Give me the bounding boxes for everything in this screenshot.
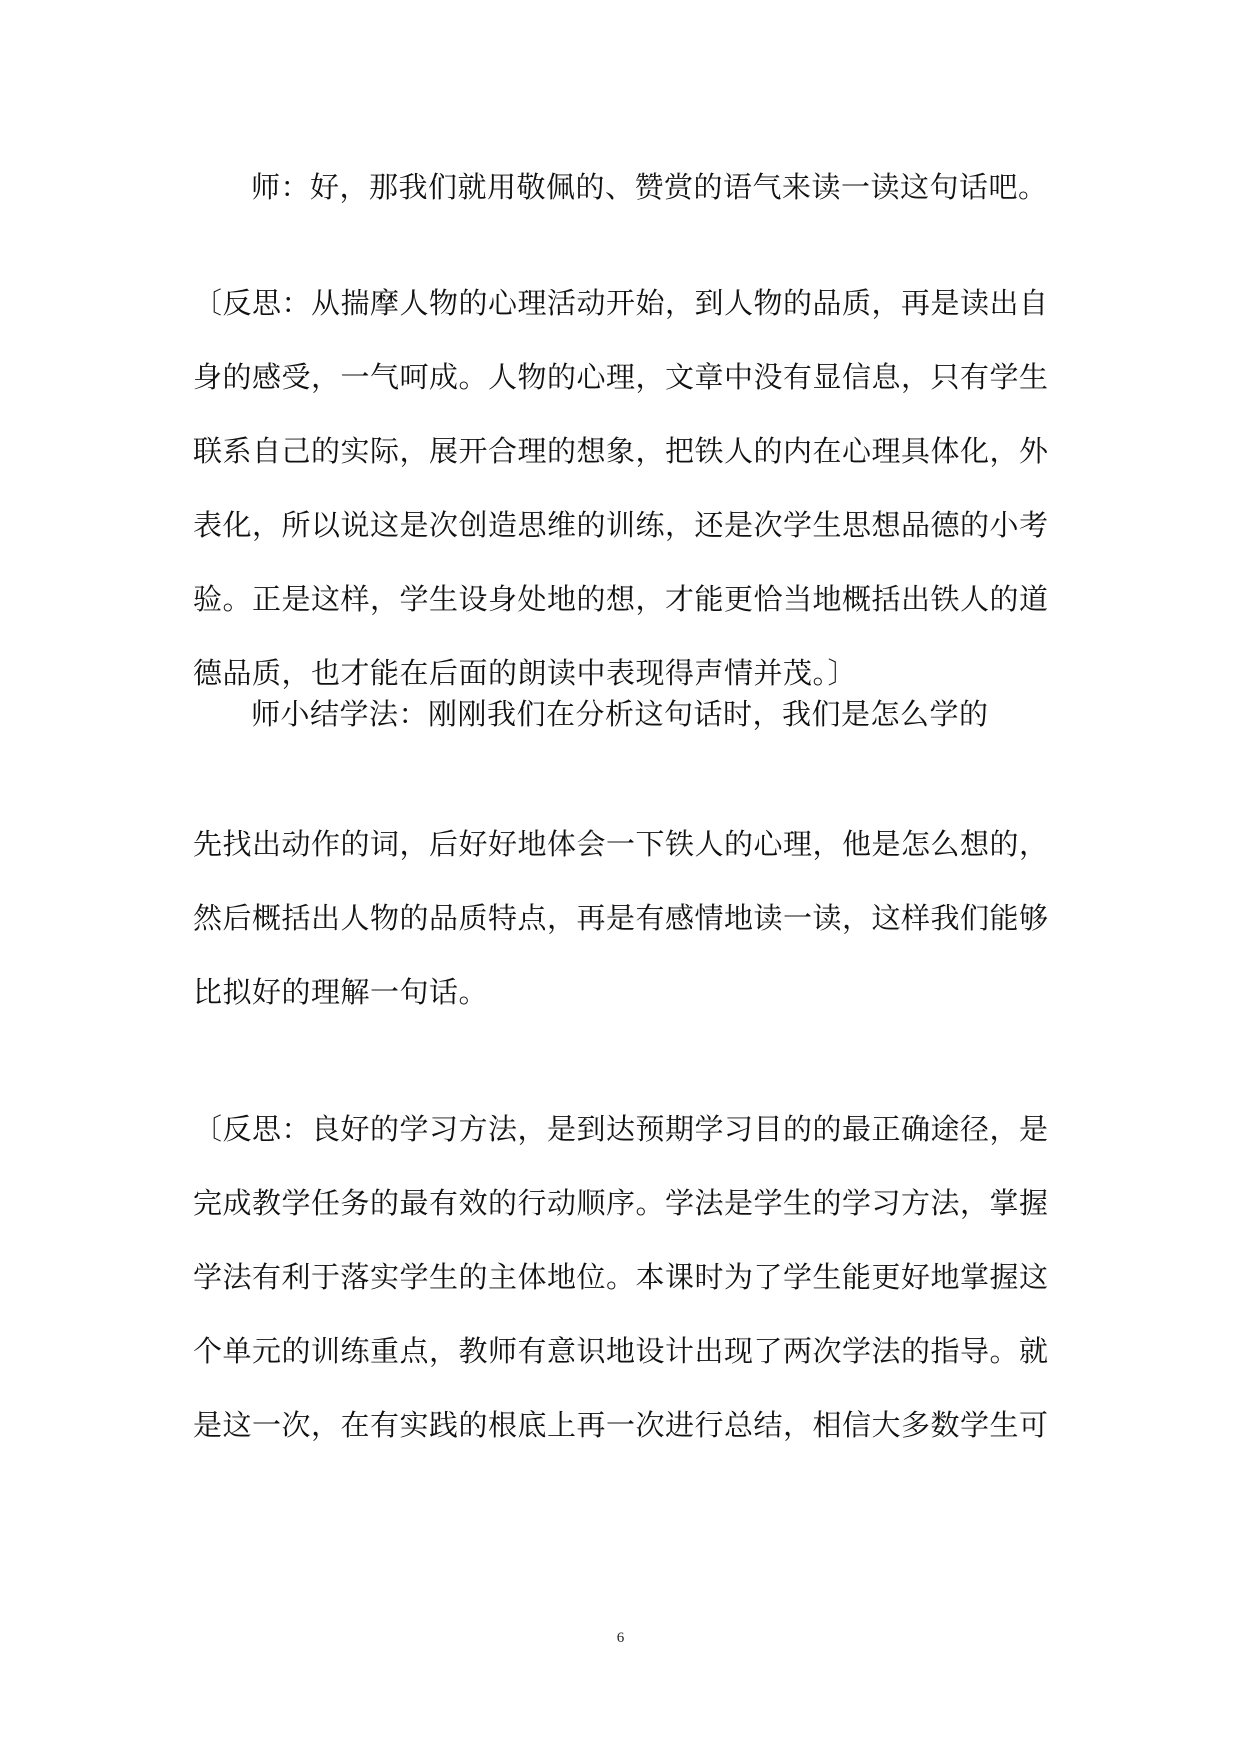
text-line: 身的感受，一气呵成。人物的心理，文章中没有显信息，只有学生 [193,360,1049,394]
teacher-reading-paragraph [193,150,1048,224]
text-line: 〔反思：良好的学习方法，是到达预期学习目的的最正确途径，是 [193,1112,1049,1146]
text-line: 然后概括出人物的品质特点，再是有感情地读一读，这样我们能够 [193,901,1049,935]
page-number: 6 [616,1630,625,1646]
teacher-summary-paragraph [193,677,1043,751]
reflection-paragraph-2 [193,1092,1049,1462]
method-paragraph [193,807,1049,1029]
text-line: 师小结学法：刚刚我们在分析这句话时，我们是怎么学的 [251,697,989,731]
text-line: 个单元的训练重点，教师有意识地设计出现了两次学法的指导。就 [193,1334,1049,1368]
text-line: 是这一次，在有实践的根底上再一次进行总结，相信大多数学生可 [193,1408,1049,1442]
text-line: 学法有利于落实学生的主体地位。本课时为了学生能更好地掌握这 [193,1260,1049,1294]
text-line: 完成教学任务的最有效的行动顺序。学法是学生的学习方法，掌握 [193,1186,1049,1220]
text-line: 先找出动作的词，后好好地体会一下铁人的心理，他是怎么想的， [193,827,1049,861]
reflection-paragraph-1 [193,266,1049,710]
text-line: 比拟好的理解一句话。 [193,975,489,1009]
text-line: 〔反思：从揣摩人物的心理活动开始，到人物的品质，再是读出自 [193,286,1049,320]
text-line: 师：好，那我们就用敬佩的、赞赏的语气来读一读这句话吧。 [251,170,1048,204]
text-line: 德品质，也才能在后面的朗读中表现得声情并茂。〕 [193,656,858,690]
text-line: 验。正是这样，学生设身处地的想，才能更恰当地概括出铁人的道 [193,582,1049,616]
text-line: 联系自己的实际，展开合理的想象，把铁人的内在心理具体化，外 [193,434,1049,468]
text-line: 表化，所以说这是次创造思维的训练，还是次学生思想品德的小考 [193,508,1049,542]
